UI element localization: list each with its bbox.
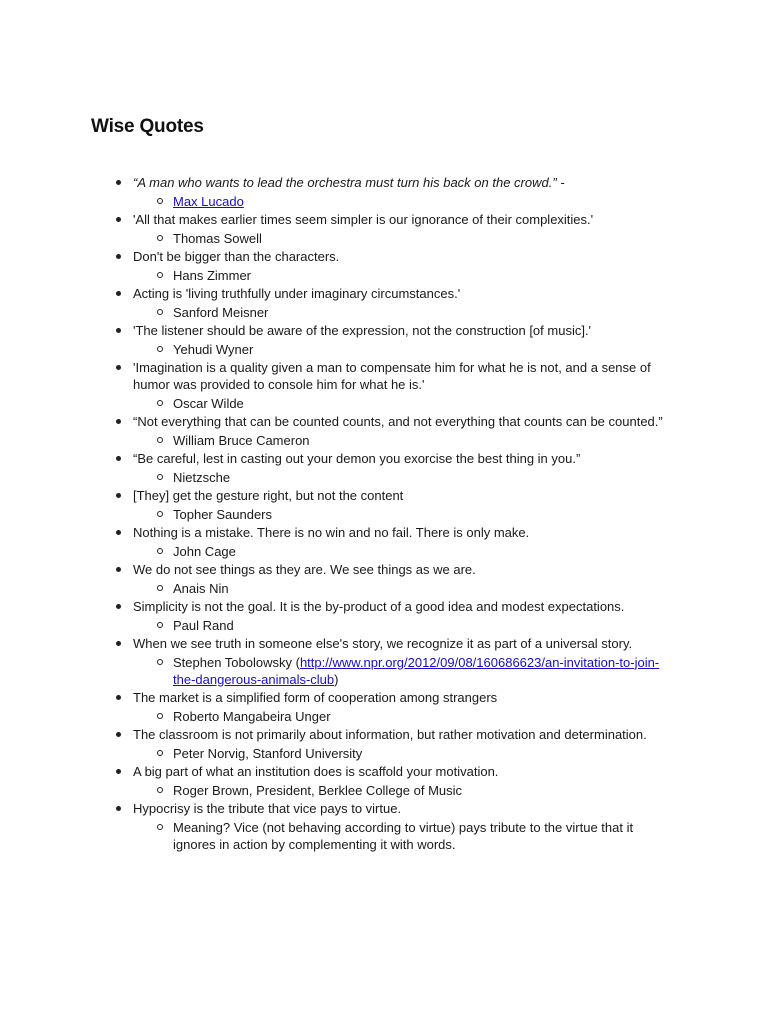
attribution-list [133, 395, 678, 412]
quote-text: 'All that makes earlier times seem simpler is our ignorance of their complexities.' [133, 212, 594, 227]
attribution-item: William Bruce Cameron [133, 432, 678, 449]
attribution-list [133, 193, 678, 210]
quote-item [0, 524, 678, 560]
quote-item [0, 322, 678, 358]
quote-item [0, 211, 678, 247]
attribution-list [133, 267, 678, 284]
quotes-list [0, 174, 768, 854]
quote-text: When we see truth in someone else's story, we recognize it as part of a universal story. [133, 636, 633, 651]
attribution-text: Stephen Tobolowsky ( [173, 654, 300, 670]
attribution-list [133, 341, 678, 358]
quote-text: The classroom is not primarily about information, but rather motivation and determination. [133, 727, 647, 742]
attribution-list [133, 617, 678, 634]
source-url-link[interactable]: http://www.npr.org/2012/09/08/160686623/an-invitation-to-join-the-dangerous-animals-club [173, 654, 660, 687]
attribution-list [133, 469, 678, 486]
attribution-item: Hans Zimmer [133, 267, 678, 284]
quote-text: “Not everything that can be counted counts, and not everything that counts can be counted.” [133, 414, 663, 429]
quote-text: “Be careful, lest in casting out your demon you exorcise the best thing in you.” [133, 451, 581, 466]
quote-item [0, 450, 678, 486]
quote-text: A big part of what an institution does is scaffold your motivation. [133, 764, 499, 779]
attribution-item: Yehudi Wyner [133, 341, 678, 358]
attribution-item: Sanford Meisner [133, 304, 678, 321]
quote-item [0, 561, 678, 597]
attribution-item [133, 654, 678, 688]
quote-text: 'The listener should be aware of the expression, not the construction [of music].' [133, 323, 592, 338]
attribution-list [133, 432, 678, 449]
quote-item [0, 174, 678, 210]
attribution-item: Peter Norvig, Stanford University [133, 745, 678, 762]
quote-item [0, 689, 678, 725]
quote-text: 'Imagination is a quality given a man to compensate him for what he is not, and a sense of humor was provided to console him for what he is.' [133, 360, 651, 392]
quote-item [0, 359, 678, 412]
attribution-item: John Cage [133, 543, 678, 560]
quote-item [0, 285, 678, 321]
attribution-list [133, 506, 678, 523]
quote-item [0, 726, 678, 762]
quote-text: The market is a simplified form of cooperation among strangers [133, 690, 498, 705]
quote-text: We do not see things as they are. We see things as we are. [133, 562, 476, 577]
attribution-item [133, 193, 678, 210]
quote-text: [They] get the gesture right, but not the content [133, 488, 404, 503]
attribution-item: Paul Rand [133, 617, 678, 634]
page-title: Wise Quotes [91, 116, 204, 137]
attribution-item: Oscar Wilde [133, 395, 678, 412]
quote-text: “A man who wants to lead the orchestra must turn his back on the crowd.” - [133, 175, 565, 190]
quote-item [0, 487, 678, 523]
attribution-list [133, 819, 678, 853]
attribution-list [133, 654, 678, 688]
attribution-item: Meaning? Vice (not behaving according to virtue) pays tribute to the virtue that it ignores in action by complementing it with words. [133, 819, 678, 853]
quote-item [0, 248, 678, 284]
attribution-item: Thomas Sowell [133, 230, 678, 247]
quote-text: Simplicity is not the goal. It is the by-product of a good idea and modest expectations. [133, 599, 625, 614]
quote-item [0, 763, 678, 799]
attribution-list [133, 580, 678, 597]
author-link[interactable]: Max Lucado [173, 193, 244, 209]
attribution-item: Anais Nin [133, 580, 678, 597]
quote-text: Nothing is a mistake. There is no win and no fail. There is only make. [133, 525, 530, 540]
attribution-item: Roberto Mangabeira Unger [133, 708, 678, 725]
attribution-list [133, 782, 678, 799]
attribution-text-end: ) [334, 671, 339, 687]
attribution-item: Roger Brown, President, Berklee College of Music [133, 782, 678, 799]
attribution-list [133, 543, 678, 560]
quote-item [0, 598, 678, 634]
attribution-list [133, 304, 678, 321]
quote-text: Acting is 'living truthfully under imaginary circumstances.' [133, 286, 461, 301]
quote-item [0, 413, 678, 449]
attribution-list [133, 230, 678, 247]
quote-text: Hypocrisy is the tribute that vice pays to virtue. [133, 801, 402, 816]
attribution-item: Topher Saunders [133, 506, 678, 523]
attribution-list [133, 745, 678, 762]
quote-text: Don't be bigger than the characters. [133, 249, 340, 264]
attribution-item: Nietzsche [133, 469, 678, 486]
quote-item [0, 635, 678, 688]
attribution-list [133, 708, 678, 725]
quote-item [0, 800, 678, 853]
